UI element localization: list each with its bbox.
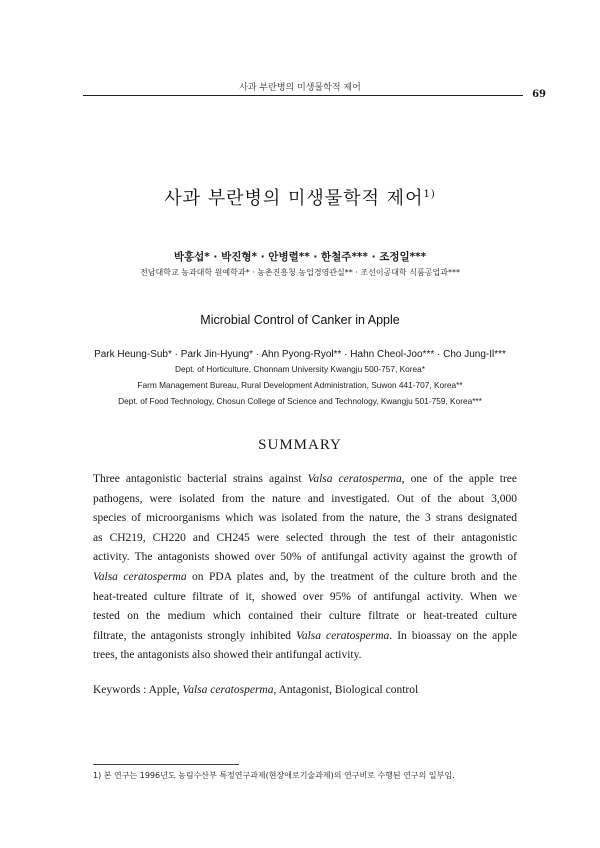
footnote-rule [93,764,239,765]
summary-line: species of microorganisms which was isolated from the nature, the 3 strans designated [93,512,517,525]
footnote: 1) 본 연구는 1996년도 농림수산부 특정연구과제(현장애로기술과제)의 연구비로 수행된 연구의 일부임. [93,771,455,780]
summary-line: activity. The antagonists showed over 50% of antifungal activity against the growth of [93,551,517,564]
keywords-label: Keywords : [93,684,149,696]
english-authors: Park Heung-Sub* · Park Jin-Hyung* · Ahn Pyong-Ryol** · Hahn Cheol-Joo*** · Cho Jung-Il*** [94,349,506,360]
summary-line: Three antagonistic bacterial strains against Valsa ceratosperma, one of the apple tree [93,473,518,485]
english-affiliation-2: Farm Management Bureau, Rural Development Administration, Suwon 441-707, Korea** [137,380,463,390]
korean-authors: 박홍섭* · 박진형* · 안병렬** · 한철주*** · 조정일*** [173,251,427,263]
summary-line: Valsa ceratosperma on PDA plates and, by the treatment of the culture broth and the [93,570,517,583]
summary-line: trees, the antagonists also showed their antifungal activity. [93,649,362,662]
korean-title-text: 사과 부란병의 미생물학적 제어 [164,188,424,209]
summary-line: filtrate, the antagonists strongly inhibited Valsa ceratosperma. In bioassay on the apple [93,629,517,642]
title-footnote-mark: 1) [423,189,436,200]
english-affiliation-3: Dept. of Food Technology, Chosun College of Science and Technology, Kwangju 501-759, Korea*** [118,396,482,406]
summary-line: pathogens, were isolated from the nature and investigated. Out of the about 3,000 [93,492,517,505]
summary-line: heat-treated culture filtrate of it, showed over 95% of antifungal activity. When we [93,590,517,603]
header-rule [83,95,523,96]
summary-heading: SUMMARY [258,437,342,453]
korean-title [0,184,600,210]
summary-line: as CH219, CH220 and CH245 were selected through the test of their antagonistic [93,531,517,544]
keywords: Keywords : Apple, Valsa ceratosperma, Antagonist, Biological control [93,684,419,696]
english-title: Microbial Control of Canker in Apple [200,313,400,327]
english-affiliation-1: Dept. of Horticulture, Chonnam University Kwangju 500-757, Korea* [175,364,425,374]
running-head: 사과 부란병의 미생물학적 제어 [239,83,361,93]
summary-body [93,470,517,666]
summary-line: tested on the medium which contained their culture filtrate or heat-treated culture [93,610,517,623]
korean-affiliations: 전남대학교 농과대학 원예학과* · 농촌진흥청 농업경영관실** · 조선이공대학 식품공업과*** [140,268,460,277]
page-number: 69 [532,89,546,100]
